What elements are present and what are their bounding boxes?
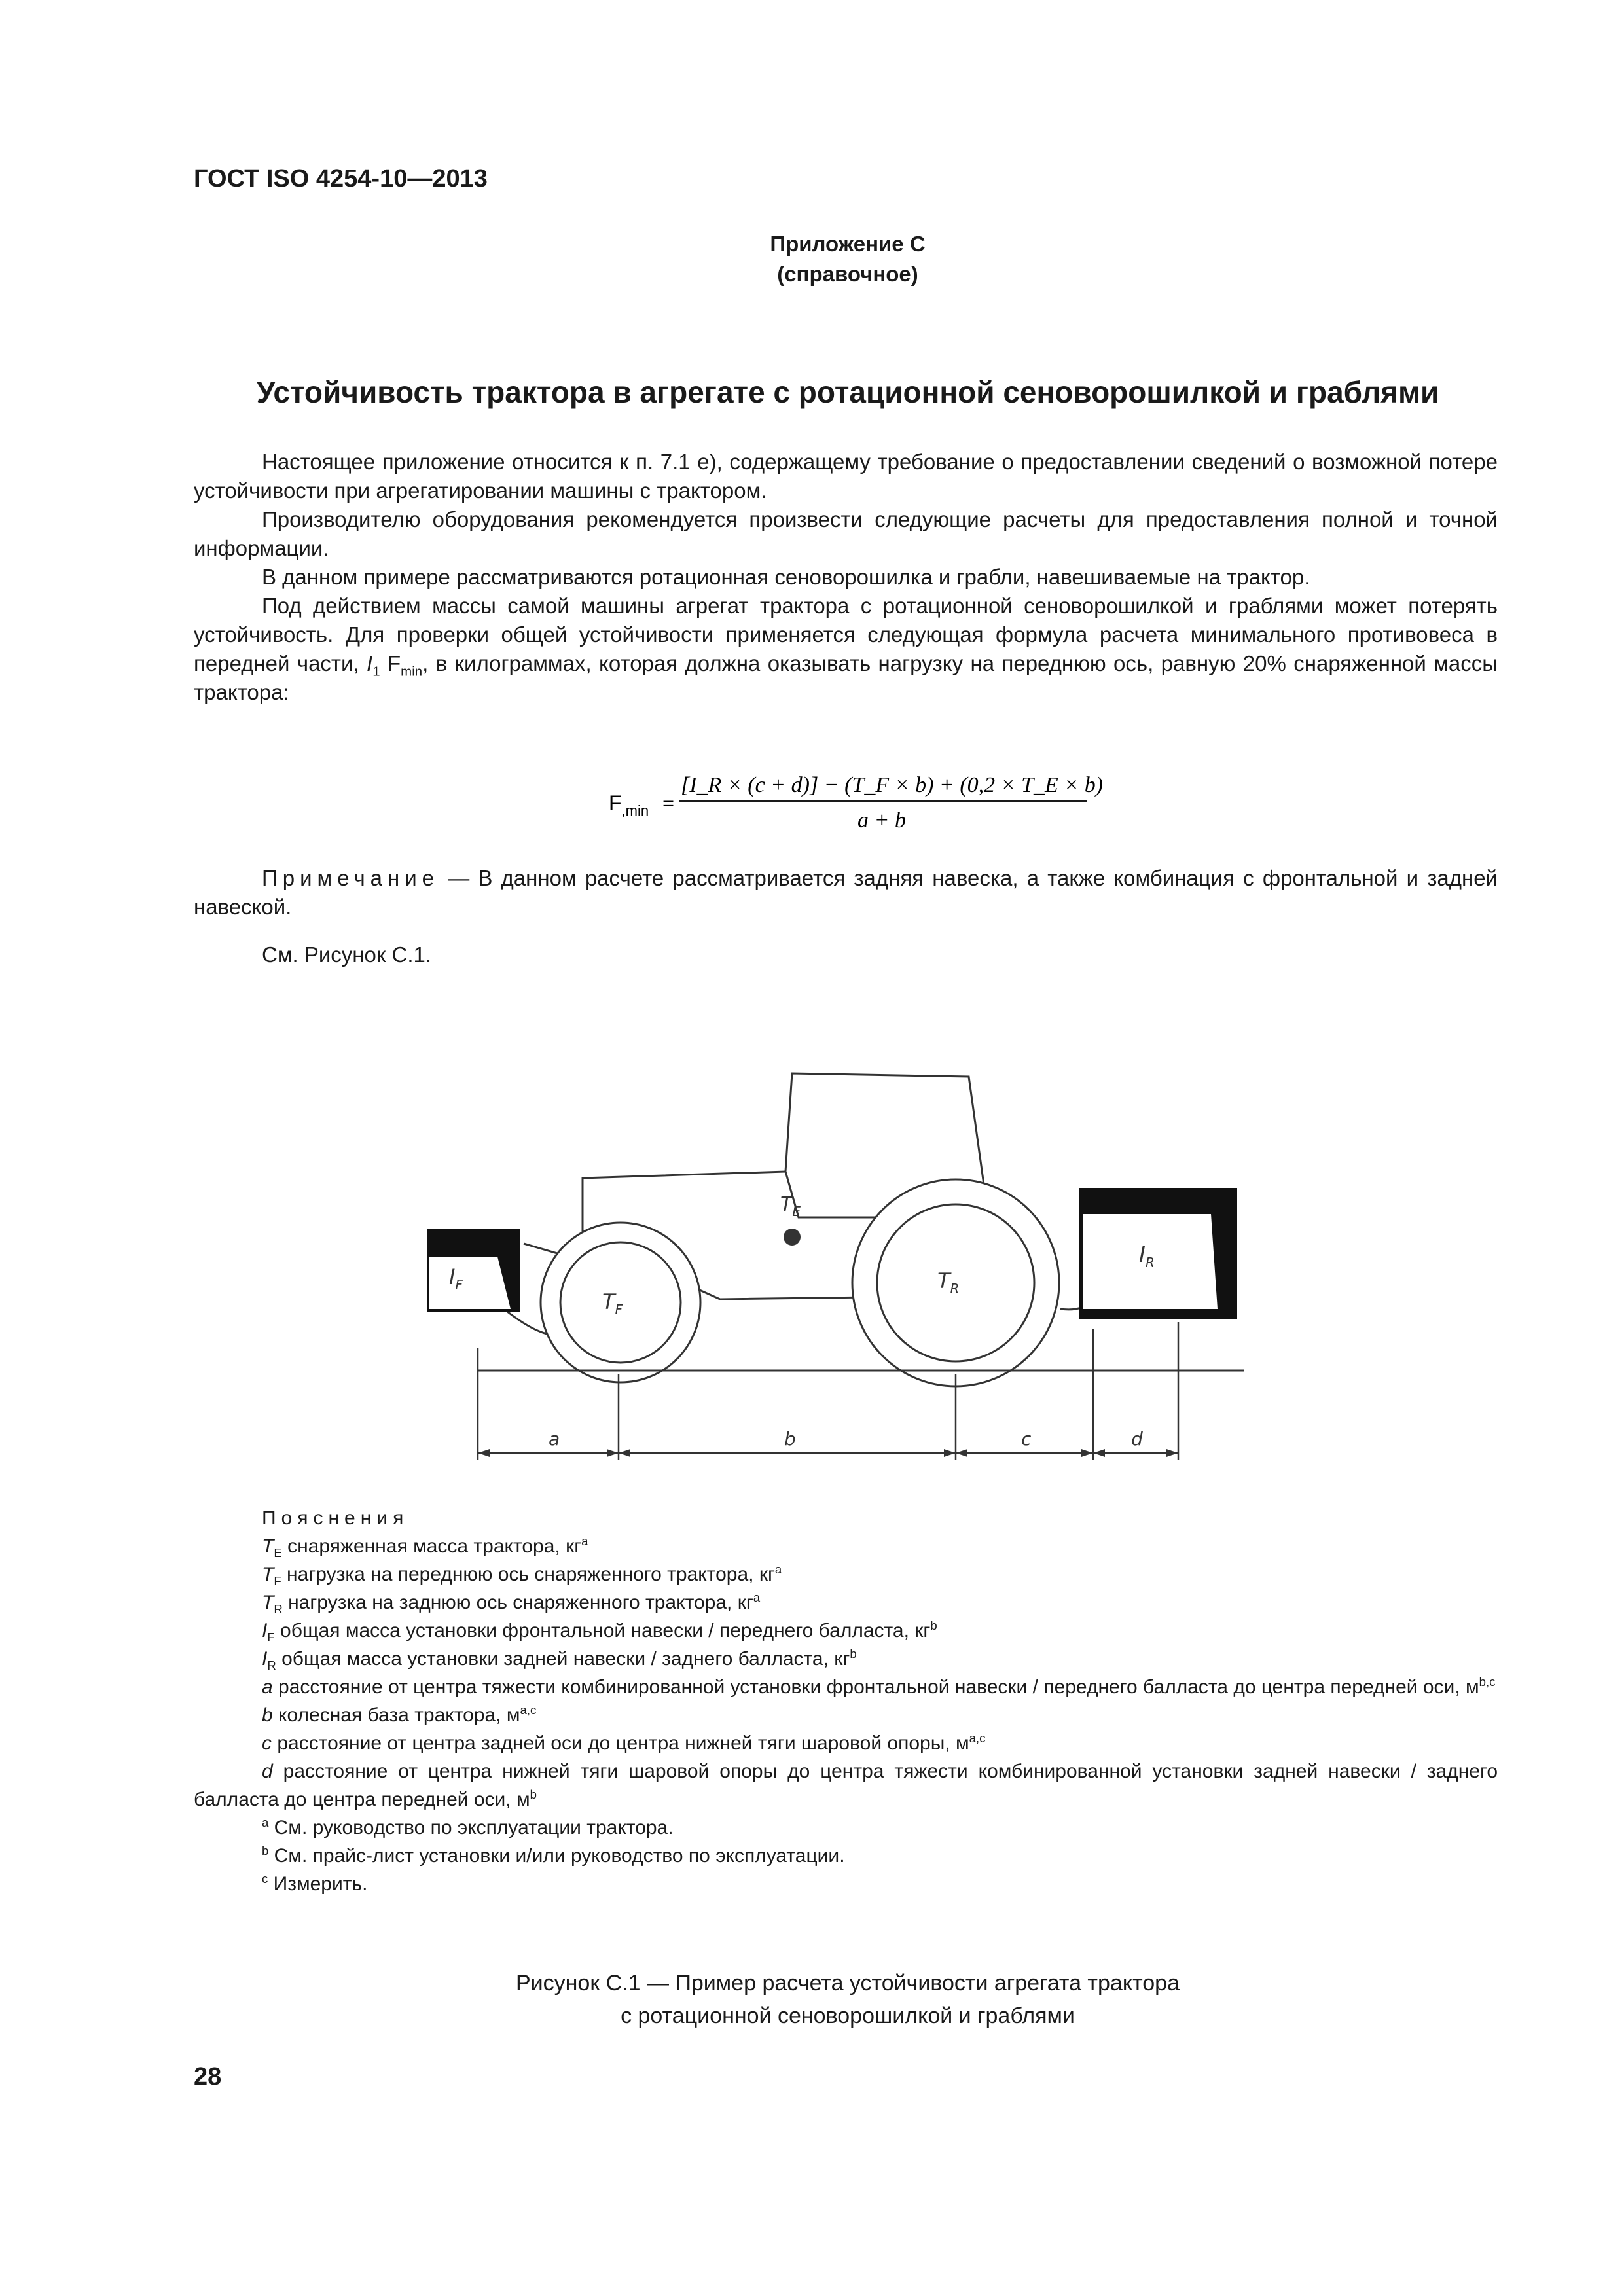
inline-symbol-l-sub: 1 <box>372 664 380 679</box>
legend-item: d расстояние от центра нижней тяги шаровой опоры до центра тяжести комбинированной установки задней навески / заднего балласта до центра передней оси, $м^b$ <box>194 1761 1498 1810</box>
legend <box>194 1504 1498 1898</box>
legend-item: b колесная база трактора, $м^{a,c}$ <box>262 1703 537 1726</box>
formula-equals: = <box>662 791 675 815</box>
legend-item: c расстояние от центра задней оси до центра нижней тяги шаровой опоры, $м^{a,c}$ <box>262 1731 986 1754</box>
formula-svg <box>609 759 1106 838</box>
arrow-4 <box>944 1449 956 1457</box>
legend-item: $T_R$ нагрузка на заднюю ось снаряженного трактора, $кг^a$ <box>262 1590 761 1616</box>
section-title: Устойчивость трактора в агрегате с ротационной сеноворошилкой и граблями <box>256 375 1439 409</box>
label-d: d <box>1131 1428 1143 1450</box>
label-te: $T_E$ <box>780 1193 801 1219</box>
inline-symbol-f: F <box>388 651 401 675</box>
formula <box>609 759 1106 844</box>
paragraph-3: В данном примере рассматриваются ротационная сеноворошилка и грабли, навешиваемые на трактор. <box>262 565 1310 589</box>
legend-item: $T_F$ нагрузка на переднюю ось снаряженного трактора, $кг^a$ <box>262 1562 782 1588</box>
figure-caption <box>0 1967 1624 2032</box>
arrow-3 <box>619 1449 630 1457</box>
appendix-title: Приложение С <box>770 232 926 256</box>
legend-item: $T_E$ снаряженная масса трактора, $кг^a$ <box>262 1534 588 1560</box>
document-header: ГОСТ ISO 4254-10—2013 <box>194 165 488 192</box>
appendix-subtitle: (справочное) <box>777 262 918 286</box>
arrow-1 <box>478 1449 490 1457</box>
front-ballast-inner <box>429 1257 511 1309</box>
arrow-6 <box>1081 1449 1093 1457</box>
paragraph-5-text: в килограммах, которая должна оказывать нагрузку на переднюю ось, равную 20% снаряженной массы трактора: <box>194 651 1498 704</box>
formula-lhs: $F_{,min}$ <box>609 791 649 819</box>
note-text: — В данном расчете рассматривается задняя навеска, а также комбинация с фронтальной и задней навеской. <box>194 866 1498 919</box>
note-label: Примечание <box>262 866 440 890</box>
legend-title: Пояснения <box>262 1507 409 1529</box>
paragraph-2: Производителю оборудования рекомендуется произвести следующие расчеты для предоставления полной и точной информации. <box>194 507 1498 560</box>
legend-item: $I_R$ общая масса установки задней навески / заднего балласта, $кг^b$ <box>262 1647 857 1672</box>
arrow-5 <box>956 1449 967 1457</box>
paragraph-4: Под действием массы самой машины агрегат трактора с ротационной сеноворошилкой и граблями может потерять устойчивость. Для проверки общей устойчивости применяется следующая формула расчета минимального противовеса в передней части, $I_1$ $F_{min}$, в килограммах, которая должна оказывать нагрузку на переднюю ось, равную 20% снаряженной массы трактора: <box>194 594 1498 704</box>
label-lr: $I_R$ <box>1139 1242 1155 1270</box>
center-of-gravity-marker <box>784 1229 801 1246</box>
formula-denominator: a + b <box>857 808 906 833</box>
paragraph-4-text: Под действием массы самой машины агрегат трактора с ротационной сеноворошилкой и граблями может потерять устойчивость. Для проверки общей устойчивости применяется следующая формула расчета минимального противовеса в передней части, <box>194 594 1498 675</box>
label-a: a <box>549 1428 560 1450</box>
tractor-diagram <box>406 1021 1270 1479</box>
body-text <box>194 448 1498 707</box>
inline-symbol-l: I <box>367 651 373 675</box>
paragraph-1: Настоящее приложение относится к п. 7.1 е), содержащему требование о предоставлении сведений о возможной потере устойчивости при агрегатировании машины с трактором. <box>194 450 1498 503</box>
caption-line-1: Рисунок С.1 — Пример расчета устойчивости агрегата трактора <box>515 1971 1180 1996</box>
arrow-2 <box>607 1449 619 1457</box>
footnote: $^c$ Измерить. <box>262 1872 368 1895</box>
label-b: b <box>784 1428 796 1450</box>
label-lf: $I_F$ <box>449 1265 463 1293</box>
label-tr: $T_R$ <box>937 1268 960 1297</box>
arrow-7 <box>1093 1449 1105 1457</box>
formula-numerator: [I_R × (c + d)] − (T_F × b) + (0,2 × T_E × b) <box>681 773 1104 797</box>
caption-line-2: с ротационной сеноворошилкой и граблями <box>621 2003 1075 2028</box>
arrow-8 <box>1166 1449 1178 1457</box>
note <box>194 864 1498 922</box>
footnote: $^b$ См. прайс-лист установки и/или руководство по эксплуатации. <box>262 1844 845 1867</box>
label-tf: $T_F$ <box>602 1289 623 1318</box>
footnote: $^a$ См. руководство по эксплуатации трактора. <box>262 1816 674 1839</box>
inline-symbol-f-sub: min <box>401 664 423 679</box>
figure-reference: См. Рисунок С.1. <box>262 942 432 967</box>
appendix-heading <box>0 229 1624 289</box>
label-c: c <box>1021 1428 1032 1450</box>
page-number: 28 <box>194 2063 222 2090</box>
rear-implement <box>1079 1188 1237 1319</box>
legend-item: a расстояние от центра тяжести комбинированной установки фронтальной навески / переднего балласта до центра передней оси, $м^{b,c}$ <box>262 1675 1496 1698</box>
front-ballast <box>427 1229 520 1312</box>
legend-item: $I_F$ общая масса установки фронтальной навески / переднего балласта, $кг^b$ <box>262 1619 937 1644</box>
tractor-figure <box>406 1021 1270 1482</box>
